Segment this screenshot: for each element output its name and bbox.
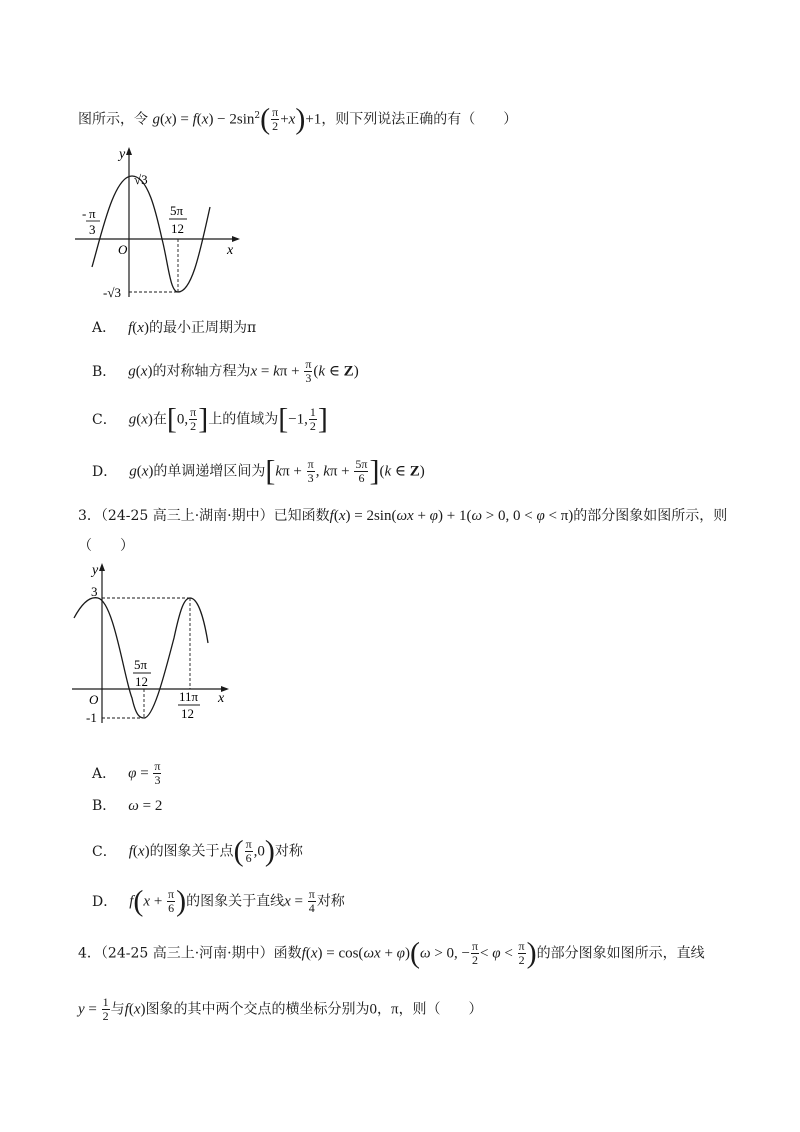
q3-tick2-num: 11π: [179, 689, 199, 704]
q3-stem: 3．（24-25 高三上·湖南·期中）已知函数f(x) = 2sin(ωx + φ) + 1(ω > 0, 0 < φ < π)的部分图象如图所示，则: [78, 508, 728, 524]
q2-bottom-value: -√3: [103, 285, 121, 300]
q2-x-label: x: [227, 243, 234, 258]
q3-option-c[interactable]: C． f(x)的图象关于点( $\frac{\pi}{6}$ ,0)对称: [92, 834, 303, 868]
q2-left-tick-num: π: [89, 206, 96, 221]
q3-y-label: y: [92, 563, 99, 578]
q2-y-label: y: [119, 147, 126, 162]
q3-option-b[interactable]: B． ω = 2: [92, 798, 163, 814]
q4-stem: 4．（24-25 高三上·河南·期中）函数f(x) = cos(ωx + φ)(ω > 0, − $\frac{\pi}{2}$ < φ < $\frac{\pi}{2}$ )的部分图象如图所示，直线: [78, 936, 705, 970]
q2-origin: O: [118, 242, 128, 257]
q3-tick2-den: 12: [181, 706, 194, 721]
q2-right-tick-num: 5π: [170, 203, 184, 218]
q2-stem: 图所示，令 $g(x) = f(x) - 2\sin^2$( $\frac{\pi}{2}$ +x)+1，则下列说法正确的有（ ）: [78, 102, 518, 136]
q2-right-tick-den: 12: [171, 221, 184, 236]
q2-left-tick-sign: -: [82, 206, 87, 221]
q3-tick1-den: 12: [135, 674, 148, 689]
q2-option-d[interactable]: D． g(x)的单调递增区间为[kπ + $\frac{\pi}{3}$ , kπ + $\frac{5\pi}{6}$ ](k ∈ Z): [92, 454, 425, 488]
q3-option-a[interactable]: A． φ = $\frac{\pi}{3}$: [92, 759, 161, 787]
q4-stem-line2: y = $\frac{1}{2}$ 与f(x)图象的其中两个交点的横坐标分别为0，π，则（ ）: [78, 995, 483, 1023]
q3-option-d[interactable]: D． f(x + $\frac{\pi}{6}$ )的图象关于直线x = $\frac{\pi}{4}$ 对称: [92, 884, 345, 918]
q3-graph: [62, 558, 242, 728]
q3-origin: O: [89, 692, 99, 707]
q2-option-c[interactable]: C． g(x)在[0, $\frac{\pi}{2}$ ]上的值域为[−1, $\frac{1}{2}$ ]: [92, 402, 328, 436]
q2-top-value: √3: [134, 172, 148, 187]
q3-x-label: x: [218, 691, 225, 706]
q3-max-value: 3: [91, 584, 98, 599]
q2-sine-curve: [92, 176, 210, 292]
q3-tick1-num: 5π: [134, 657, 148, 672]
q2-option-b[interactable]: B． g(x)的对称轴方程为x = kπ + $\frac{\pi}{3}$ (k ∈ Z): [92, 357, 359, 385]
q2-option-a[interactable]: A． f(x)的最小正周期为π: [92, 320, 257, 336]
q3-min-value: -1: [86, 710, 97, 725]
q2-graph: [70, 142, 250, 302]
q2-left-tick-den: 3: [89, 222, 96, 237]
q3-answer-paren: （ ）: [78, 538, 134, 554]
